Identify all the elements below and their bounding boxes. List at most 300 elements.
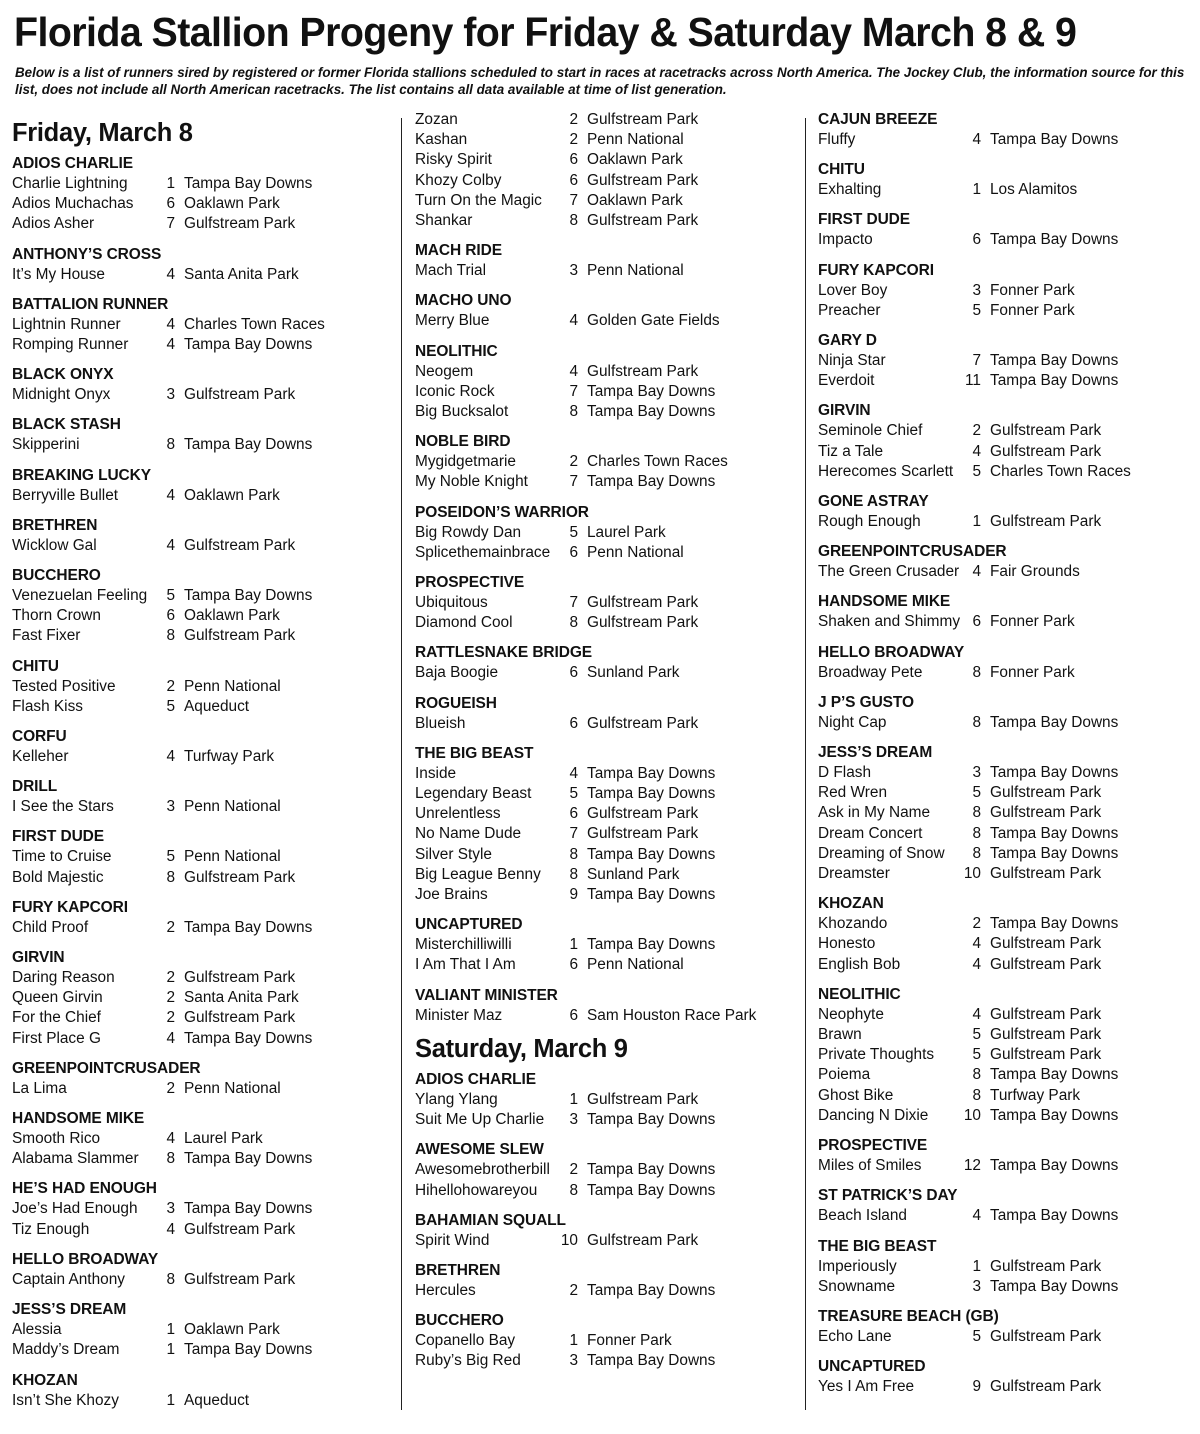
horse-name: Red Wren [818,784,888,802]
sire-name: FIRST DUDE [12,828,105,846]
runner-row [12,265,398,285]
runner-row [415,130,801,150]
horse-name: Hercules [415,1281,476,1299]
runner-row [12,586,398,606]
column-2 [415,110,801,1372]
track-name: Turfway Park [184,748,275,766]
horse-name: Venezuelan Feeling [12,587,148,605]
sire-name: CAJUN BREEZE [818,111,938,128]
track-name: Tampa Bay Downs [184,1200,313,1218]
sire-group [12,898,398,938]
sire-group [415,1311,801,1371]
sire-name: BLACK STASH [12,416,121,434]
runner-row [12,1129,398,1149]
track-name: Penn National [184,677,281,695]
track-name: Tampa Bay Downs [184,587,313,605]
horse-name: Big Bucksalot [415,403,509,421]
race-number: 2 [569,1161,578,1179]
sire-group [415,694,801,734]
track-name: Tampa Bay Downs [990,1066,1119,1084]
runner-row [818,763,1190,783]
race-number: 3 [972,1277,981,1295]
track-name: Tampa Bay Downs [990,131,1119,148]
horse-name: Honesto [818,935,876,953]
sire-group [12,827,398,887]
runner-row [818,512,1190,532]
track-name: Tampa Bay Downs [990,824,1119,842]
race-number: 4 [972,935,981,953]
track-name: Tampa Bay Downs [587,1281,716,1299]
horse-name: Captain Anthony [12,1270,125,1288]
column-1 [12,110,398,1411]
runner-row [415,472,801,492]
race-number: 4 [972,131,981,148]
race-number: 4 [972,442,981,460]
sire-group [818,743,1190,884]
sire-name: BUCCHERO [12,567,101,585]
runner-row [415,1110,801,1130]
track-name: Tampa Bay Downs [587,382,716,400]
race-number: 3 [569,1111,578,1129]
sire-name: GARY D [818,332,877,350]
runner-row [12,1029,398,1049]
race-number: 4 [166,336,175,354]
horse-name: English Bob [818,955,901,973]
runner-row [415,523,801,543]
runner-row [12,214,398,234]
horse-name: Kashan [415,131,468,149]
race-number: 10 [560,1231,578,1249]
track-name: Tampa Bay Downs [990,1157,1119,1175]
runner-row [818,663,1190,683]
sire-name: FURY KAPCORI [12,898,128,916]
sire-group [12,1059,398,1099]
track-name: Fonner Park [990,663,1075,681]
sire-name: FIRST DUDE [818,211,911,229]
horse-name: First Place G [12,1029,101,1047]
track-name: Tampa Bay Downs [990,713,1119,731]
race-number: 11 [965,372,981,390]
track-name: Charles Town Races [184,315,325,333]
track-name: Gulfstream Park [184,1270,296,1288]
track-name: Gulfstream Park [184,969,296,987]
runner-row [415,1160,801,1180]
track-name: Fair Grounds [990,563,1080,581]
horse-name: Child Proof [12,918,89,936]
sire-group [818,894,1190,975]
sire-group [415,291,801,331]
horse-name: Baja Boogie [415,664,499,682]
race-number: 3 [166,1200,175,1218]
horse-name: Lover Boy [818,281,888,299]
race-number: 3 [166,386,175,404]
race-number: 6 [972,231,981,249]
horse-name: Bold Majestic [12,868,104,886]
horse-name: Splicethemainbrace [415,543,551,561]
race-number: 5 [972,784,981,802]
horse-name: Khozando [818,915,888,933]
runner-row [818,301,1190,321]
sire-name: NEOLITHIC [415,342,498,360]
sire-name: NEOLITHIC [818,985,901,1003]
horse-name: Silver Style [415,845,492,863]
sire-group [818,261,1190,321]
runner-row [12,315,398,335]
race-number: 10 [963,865,981,883]
race-number: 8 [972,1086,981,1104]
horse-name: Snowname [818,1277,895,1295]
track-name: Tampa Bay Downs [587,785,716,803]
race-number: 8 [166,1150,175,1168]
sire-name: BATTALION RUNNER [12,295,169,313]
race-number: 1 [972,181,981,199]
race-number: 5 [569,523,578,541]
track-name: Gulfstream Park [587,212,699,230]
runner-row [818,281,1190,301]
horse-name: Copanello Bay [415,1332,516,1350]
track-name: Tampa Bay Downs [990,1207,1119,1225]
runner-row [818,934,1190,954]
sire-group [818,160,1190,200]
runner-row [818,1327,1190,1347]
track-name: Tampa Bay Downs [184,336,313,354]
horse-name: Lightnin Runner [12,315,121,333]
track-name: Penn National [184,848,281,866]
horse-name: Dreaming of Snow [818,844,945,862]
track-name: Gulfstream Park [587,805,699,823]
sire-name: ST PATRICK’S DAY [818,1187,958,1205]
horse-name: Diamond Cool [415,614,513,632]
race-number: 4 [166,748,175,766]
race-number: 8 [166,1270,175,1288]
horse-name: Ruby’s Big Red [415,1352,521,1370]
horse-name: Unrelentless [415,805,501,823]
track-name: Golden Gate Fields [587,312,720,330]
sire-name: BLACK ONYX [12,366,114,384]
race-number: 8 [972,804,981,822]
track-name: Gulfstream Park [990,422,1102,440]
runner-row [415,211,801,231]
runner-row [415,1181,801,1201]
track-name: Oaklawn Park [184,607,280,625]
track-name: Aqueduct [184,697,250,715]
sire-group [818,1237,1190,1297]
runner-row [818,783,1190,803]
day-heading: Saturday, March 9 [415,1034,628,1063]
track-name: Gulfstream Park [587,362,699,380]
horse-name: Minister Maz [415,1006,503,1024]
sire-group [12,1179,398,1239]
runner-row [818,421,1190,441]
sire-group [415,503,801,563]
track-name: Oaklawn Park [587,191,683,209]
column-divider [401,118,402,1410]
race-number: 2 [569,1281,578,1299]
race-number: 9 [569,886,578,904]
track-name: Tampa Bay Downs [184,1029,313,1047]
horse-name: Maddy’s Dream [12,1341,120,1359]
race-number: 2 [972,422,981,440]
sire-group [12,1300,398,1360]
track-name: Gulfstream Park [184,868,296,886]
runner-row [415,955,801,975]
sire-name: MACH RIDE [415,242,502,260]
runner-row [818,803,1190,823]
sire-name: JESS’S DREAM [818,744,933,762]
race-number: 6 [569,805,578,823]
runner-row [12,918,398,938]
sire-name: POSEIDON’S WARRIOR [415,503,589,521]
horse-name: Daring Reason [12,969,115,987]
column-3 [818,110,1190,1397]
page-title: Florida Stallion Progeny for Friday & Saturday March 8 & 9 [14,9,1077,55]
horse-name: Flash Kiss [12,697,83,715]
sire-group [12,1109,398,1169]
horse-name: Private Thoughts [818,1046,935,1064]
track-name: Tampa Bay Downs [990,352,1119,370]
track-name: Tampa Bay Downs [184,175,313,192]
sire-name: HELLO BROADWAY [12,1250,159,1268]
runner-row [818,371,1190,391]
horse-name: Merry Blue [415,312,490,330]
runner-row [12,1270,398,1290]
race-number: 6 [972,613,981,631]
race-number: 1 [972,1257,981,1275]
race-number: 4 [166,315,175,333]
runner-row [415,935,801,955]
horse-name: Misterchilliwilli [415,936,512,954]
day-heading: Friday, March 8 [12,119,193,147]
horse-name: Dream Concert [818,824,923,842]
sire-name: CORFU [12,728,67,746]
race-number: 8 [569,403,578,421]
horse-name: For the Chief [12,1009,101,1027]
track-name: Tampa Bay Downs [587,473,716,491]
sire-group [12,365,398,405]
horse-name: Echo Lane [818,1327,892,1345]
race-number: 8 [166,627,175,645]
runner-row [12,536,398,556]
runner-row [415,1006,801,1026]
race-number: 2 [166,989,175,1007]
sire-name: VALIANT MINISTER [415,986,558,1004]
sire-name: GREENPOINTCRUSADER [12,1059,201,1077]
horse-name: Dreamster [818,865,890,883]
track-name: Tampa Bay Downs [587,1181,716,1199]
sire-group [415,110,801,231]
runner-row [12,968,398,988]
race-number: 4 [166,1130,175,1148]
runner-row [818,1206,1190,1226]
track-name: Tampa Bay Downs [587,1111,716,1129]
horse-name: Thorn Crown [12,607,101,625]
horse-name: Rough Enough [818,513,921,531]
sire-name: THE BIG BEAST [415,744,534,762]
runner-row [818,1277,1190,1297]
race-number: 8 [972,844,981,862]
race-number: 3 [972,281,981,299]
race-number: 5 [972,1026,981,1044]
race-number: 2 [166,677,175,695]
track-name: Laurel Park [587,523,666,541]
sire-group [415,1140,801,1200]
race-number: 8 [972,1066,981,1084]
horse-name: Mygidgetmarie [415,453,516,471]
race-number: 7 [569,473,578,491]
track-name: Penn National [587,131,684,149]
horse-name: Awesomebrotherbill [415,1161,550,1179]
track-name: Gulfstream Park [184,627,296,645]
race-number: 6 [569,714,578,732]
runner-row [12,868,398,888]
runner-row [415,402,801,422]
runner-row [12,335,398,355]
horse-name: Tested Positive [12,677,116,695]
race-number: 8 [972,713,981,731]
runner-row [415,663,801,683]
horse-name: Ylang Ylang [415,1090,498,1108]
track-name: Tampa Bay Downs [990,372,1119,390]
sire-group [415,342,801,423]
race-number: 1 [166,1391,175,1409]
horse-name: My Noble Knight [415,473,528,491]
runner-row [818,1156,1190,1176]
race-number: 7 [569,382,578,400]
race-number: 4 [166,536,175,554]
sire-group [12,415,398,455]
sire-group [818,592,1190,632]
race-number: 1 [166,175,175,192]
race-number: 5 [166,587,175,605]
track-name: Penn National [184,798,281,816]
horse-name: Ghost Bike [818,1086,894,1104]
runner-row [415,110,801,130]
runner-row [415,845,801,865]
runner-row [415,784,801,804]
race-number: 4 [972,1207,981,1225]
track-name: Gulfstream Park [184,215,296,233]
horse-name: Neophyte [818,1005,884,1023]
runner-row [415,1231,801,1251]
runner-row [415,804,801,824]
track-name: Laurel Park [184,1130,263,1148]
horse-name: Alessia [12,1321,62,1339]
sire-name: ANTHONY’S CROSS [12,245,162,263]
race-number: 1 [166,1321,175,1339]
runner-row [818,844,1190,864]
track-name: Tampa Bay Downs [587,1161,716,1179]
sire-group [12,1250,398,1290]
runner-row [818,442,1190,462]
track-name: Gulfstream Park [990,865,1102,883]
track-name: Gulfstream Park [990,1046,1102,1064]
horse-name: It’s My House [12,265,105,283]
horse-name: Impacto [818,231,873,249]
horse-name: Shankar [415,212,473,230]
runner-row [818,130,1190,150]
sire-name: JESS’S DREAM [12,1301,127,1319]
sire-group [12,1371,398,1411]
sire-name: BAHAMIAN SQUALL [415,1211,566,1229]
sire-name: PROSPECTIVE [818,1137,928,1155]
sire-name: HANDSOME MIKE [818,593,951,611]
horse-name: La Lima [12,1079,67,1097]
track-name: Penn National [587,262,684,280]
race-number: 6 [569,151,578,169]
race-number: 2 [166,1009,175,1027]
runner-row [415,382,801,402]
runner-row [818,612,1190,632]
track-name: Tampa Bay Downs [184,1341,313,1359]
track-name: Tampa Bay Downs [184,918,313,936]
horse-name: Romping Runner [12,336,129,354]
track-name: Gulfstream Park [990,1026,1102,1044]
runner-row [12,1149,398,1169]
sire-group [415,986,801,1026]
track-name: Gulfstream Park [990,513,1102,531]
runner-row [12,1079,398,1099]
race-number: 5 [972,1327,981,1345]
runner-row [818,955,1190,975]
runner-row [818,1377,1190,1397]
sire-name: BRETHREN [12,516,98,534]
sire-group [415,1261,801,1301]
sire-group [818,643,1190,683]
horse-name: Adios Muchachas [12,195,134,213]
track-name: Gulfstream Park [587,111,699,128]
horse-name: Herecomes Scarlett [818,462,954,480]
track-name: Tampa Bay Downs [990,915,1119,933]
race-number: 8 [569,614,578,632]
sire-name: DRILL [12,778,58,796]
runner-row [415,865,801,885]
runner-row [415,171,801,191]
track-name: Fonner Park [990,301,1075,319]
runner-row [12,1340,398,1360]
runner-row [12,1220,398,1240]
track-name: Charles Town Races [990,462,1131,480]
horse-name: I Am That I Am [415,956,516,974]
runner-row [818,1106,1190,1126]
track-name: Gulfstream Park [990,784,1102,802]
runner-row [12,1320,398,1340]
runner-row [415,191,801,211]
track-name: Tampa Bay Downs [587,886,716,904]
runner-row [818,562,1190,582]
sire-group [818,401,1190,482]
race-number: 6 [569,543,578,561]
horse-name: D Flash [818,764,872,782]
horse-name: Blueish [415,714,466,732]
horse-name: Skipperini [12,436,80,454]
sire-group [415,1070,801,1130]
track-name: Gulfstream Park [990,1327,1102,1345]
race-number: 4 [166,1029,175,1047]
sire-name: GIRVIN [818,402,871,420]
race-number: 4 [569,312,578,330]
race-number: 4 [166,486,175,504]
race-number: 1 [569,1332,578,1350]
sire-name: UNCAPTURED [818,1358,926,1376]
track-name: Gulfstream Park [587,1231,699,1249]
track-name: Tampa Bay Downs [990,844,1119,862]
horse-name: Zozan [415,111,458,128]
horse-name: Ask in My Name [818,804,931,822]
track-name: Aqueduct [184,1391,250,1409]
horse-name: Queen Girvin [12,989,103,1007]
horse-name: Joe’s Had Enough [12,1200,138,1218]
horse-name: Isn’t She Khozy [12,1391,119,1409]
